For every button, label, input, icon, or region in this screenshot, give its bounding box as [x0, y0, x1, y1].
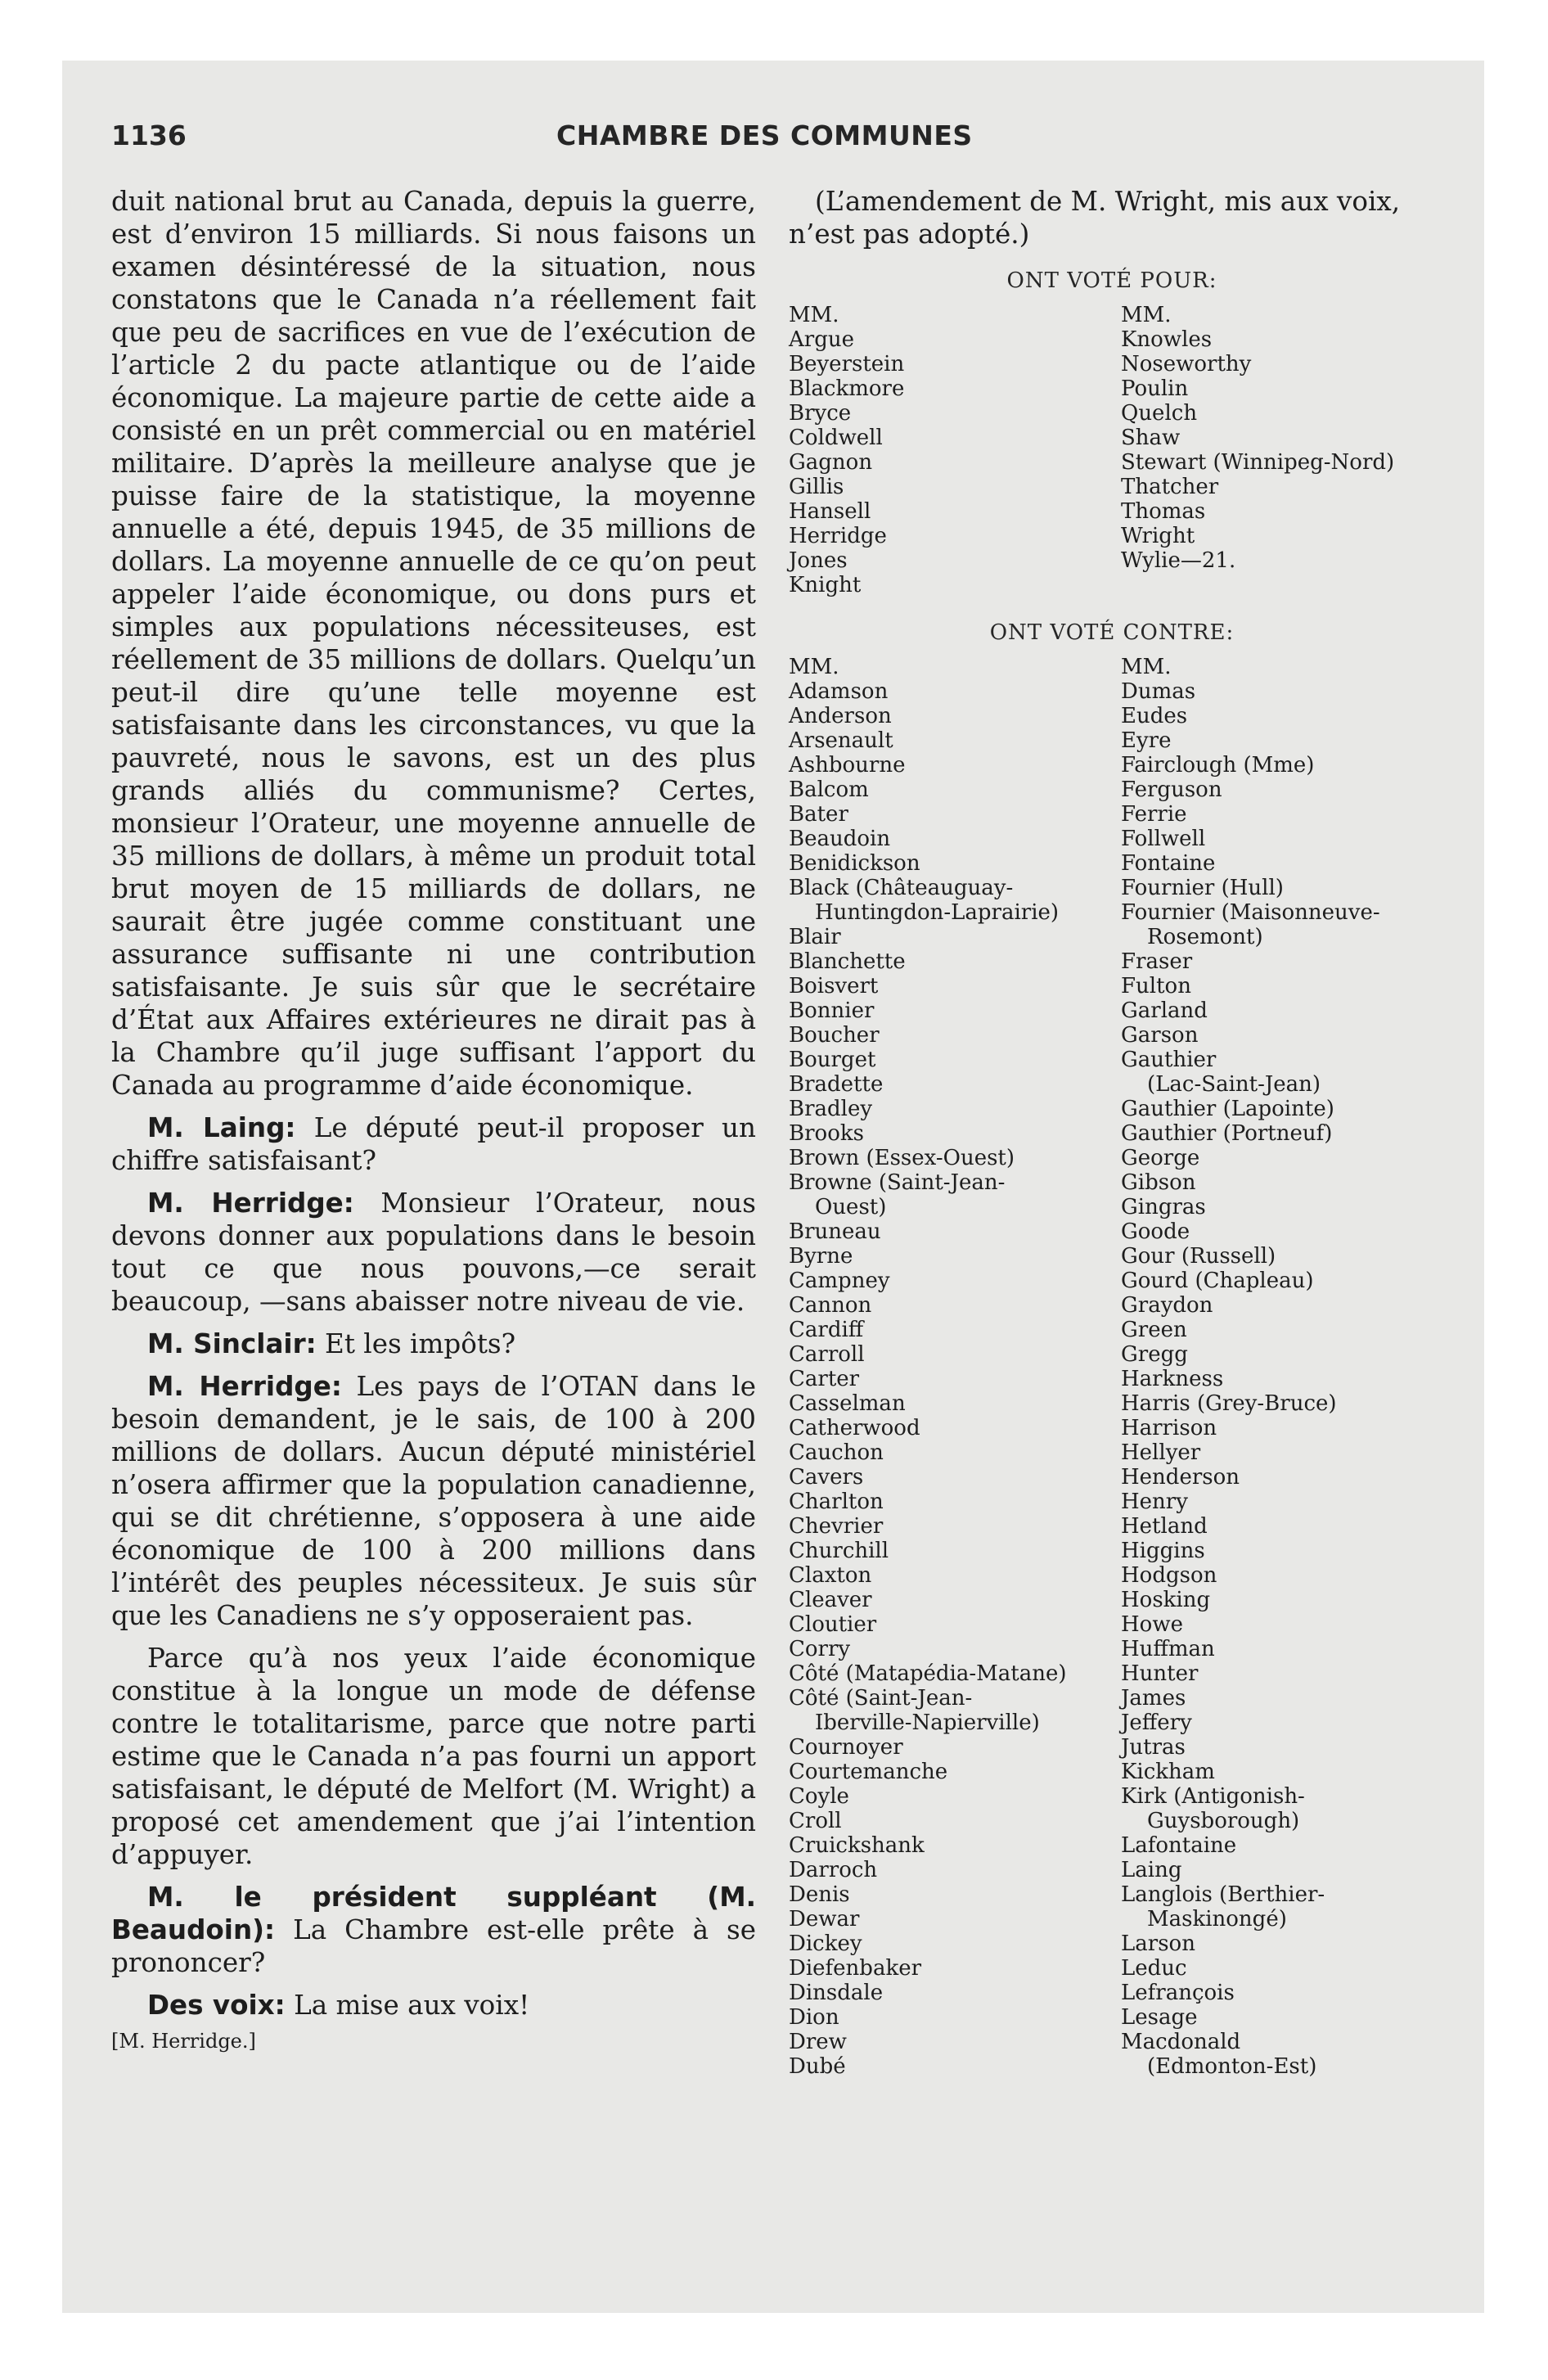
member-name: Shaw: [1121, 426, 1181, 450]
paragraph: [111, 1370, 756, 1632]
member-name: Dinsdale: [789, 1981, 884, 2005]
member-name: Cloutier: [789, 1612, 877, 1637]
member-name: Quelch: [1121, 401, 1198, 426]
member-name: Cavers: [789, 1465, 864, 1490]
member-name: Catherwood: [789, 1416, 920, 1440]
member-name: Adamson: [789, 679, 889, 704]
member-name: Hunter: [1121, 1661, 1199, 1686]
member-name: Coyle: [789, 1784, 849, 1809]
member-name: Boucher: [789, 1023, 880, 1048]
member-name: Blair: [789, 925, 841, 949]
paragraph: [111, 1111, 756, 1177]
paragraph: [111, 185, 756, 1102]
list-header: MM.: [789, 303, 839, 327]
member-name: Bradley: [789, 1097, 873, 1121]
member-name: Larson: [1121, 1931, 1195, 1956]
member-name: Hansell: [789, 499, 871, 524]
member-name: Beaudoin: [789, 827, 891, 851]
member-name: Benidickson: [789, 851, 920, 876]
member-name: Cournoyer: [789, 1735, 903, 1760]
member-name: Dewar: [789, 1907, 860, 1931]
member-name: Ouest): [815, 1195, 887, 1219]
member-name: Darroch: [789, 1858, 878, 1882]
member-name: Arsenault: [789, 728, 893, 753]
member-name: Hetland: [1121, 1514, 1208, 1539]
member-name: Hellyer: [1121, 1440, 1201, 1465]
vote-pour-col-2: [1121, 303, 1435, 597]
speaker-name: M. Herridge:: [147, 1371, 342, 1402]
member-name: Jones: [789, 548, 848, 573]
member-name: (Lac-Saint-Jean): [1147, 1072, 1321, 1097]
member-name: Côté (Matapédia-Matane): [789, 1661, 1067, 1686]
member-name: Lefrançois: [1121, 1981, 1235, 2005]
list-header: MM.: [1121, 655, 1172, 679]
paragraph-text: Monsieur l’Orateur, nous devons donner aux populations dans le besoin tout ce que nous pouvons,—ce serait beaucoup, —sans abaisser notre niveau de vie.: [111, 1188, 757, 1317]
member-name: Fairclough (Mme): [1121, 753, 1315, 778]
member-name: Dickey: [789, 1931, 862, 1956]
member-name: Eyre: [1121, 728, 1172, 753]
list-header: MM.: [789, 655, 839, 679]
member-name: Gingras: [1121, 1195, 1206, 1219]
vote-contre-col-1: [789, 655, 1121, 2079]
member-name: Knowles: [1121, 327, 1213, 352]
member-name: Cannon: [789, 1293, 872, 1318]
member-name: Boisvert: [789, 974, 879, 998]
member-name: Knight: [789, 573, 862, 597]
member-name: Blanchette: [789, 949, 906, 974]
member-name: Brooks: [789, 1121, 864, 1146]
member-name: Kickham: [1121, 1760, 1215, 1784]
member-name: Browne (Saint-Jean-: [789, 1170, 1006, 1195]
member-name: Casselman: [789, 1391, 906, 1416]
member-name: Green: [1121, 1318, 1187, 1342]
member-name: Dion: [789, 2005, 839, 2030]
member-name: Herridge: [789, 524, 887, 548]
member-name: Cardiff: [789, 1318, 864, 1342]
member-name: Corry: [789, 1637, 851, 1661]
vote-contre-col-2: [1121, 655, 1435, 2079]
member-name: Claxton: [789, 1563, 872, 1588]
member-name: Harrison: [1121, 1416, 1217, 1440]
member-name: Goode: [1121, 1219, 1190, 1244]
member-name: Thatcher: [1121, 475, 1219, 499]
speaker-name: Des voix:: [147, 1990, 286, 2021]
vote-pour-col-1: [789, 303, 1121, 597]
member-name: Huffman: [1121, 1637, 1215, 1661]
paragraph-text: La Chambre est-elle prête à se prononcer?: [111, 1914, 757, 1978]
motion-result: (L’amendement de M. Wright, mis aux voix, n’est pas adopté.): [789, 186, 1401, 250]
member-name: Courtemanche: [789, 1760, 948, 1784]
member-name: Laing: [1121, 1858, 1182, 1882]
paragraph-text: Et les impôts?: [325, 1328, 516, 1359]
member-name: Cauchon: [789, 1440, 884, 1465]
member-name: Jeffery: [1121, 1711, 1192, 1735]
member-name: Wylie—21.: [1121, 548, 1236, 573]
member-name: Wright: [1121, 524, 1195, 548]
member-name: Gour (Russell): [1121, 1244, 1276, 1269]
speaker-name: M. Sinclair:: [147, 1328, 317, 1359]
member-name: Stewart (Winnipeg-Nord): [1121, 450, 1395, 475]
member-name: Beyerstein: [789, 352, 905, 376]
member-name: Thomas: [1121, 499, 1206, 524]
member-name: Campney: [789, 1269, 890, 1293]
paragraph-text: Parce qu’à nos yeux l’aide économique constitue à la longue un mode de défense contre le totalitarisme, parce que notre parti estime que le Canada n’a pas fourni un apport satisfaisant, le député de Melfort (M. Wright) a proposé cet amendement que j’ai l’intention d’appuyer.: [111, 1643, 756, 1870]
member-name: Charlton: [789, 1490, 884, 1514]
member-name: Bater: [789, 802, 848, 827]
member-name: Fontaine: [1121, 851, 1216, 876]
member-name: Ferguson: [1121, 778, 1222, 802]
vote-pour-list: [789, 303, 1435, 597]
member-name: Drew: [789, 2030, 847, 2054]
member-name: Argue: [789, 327, 854, 352]
member-name: Dubé: [789, 2054, 846, 2079]
member-name: Eudes: [1121, 704, 1188, 728]
paragraph: [111, 1187, 756, 1318]
member-name: Howe: [1121, 1612, 1183, 1637]
member-name: Hosking: [1121, 1588, 1211, 1612]
member-name: Harkness: [1121, 1367, 1224, 1391]
member-name: Langlois (Berthier-: [1121, 1882, 1325, 1907]
paragraph-text: Les pays de l’OTAN dans le besoin demandent, je le sais, de 100 à 200 millions de dollars. Aucun député ministériel n’osera affirmer que la population canadienne, qui se dit chrétienne, s’opposera à une aide économique de 100 à 200 millions dans l’intérêt des peuples nécessiteux. Je suis sûr que les Canadiens ne s’y opposeraient pas.: [111, 1371, 756, 1631]
member-name: Diefenbaker: [789, 1956, 922, 1981]
member-name: Rosemont): [1147, 925, 1263, 949]
list-header: MM.: [1121, 303, 1172, 327]
member-name: Gregg: [1121, 1342, 1188, 1367]
member-name: Gibson: [1121, 1170, 1196, 1195]
member-name: Garson: [1121, 1023, 1199, 1048]
member-name: Hodgson: [1121, 1563, 1217, 1588]
member-name: Harris (Grey-Bruce): [1121, 1391, 1337, 1416]
member-name: Carter: [789, 1367, 860, 1391]
member-name: Blackmore: [789, 376, 905, 401]
member-name: Ferrie: [1121, 802, 1187, 827]
paragraph-text: Le député peut-il proposer un chiffre satisfaisant?: [111, 1112, 756, 1176]
member-name: Lesage: [1121, 2005, 1198, 2030]
member-name: Cruickshank: [789, 1833, 925, 1858]
member-name: Huntingdon-Laprairie): [815, 900, 1060, 925]
member-name: Ashbourne: [789, 753, 906, 778]
member-name: Coldwell: [789, 426, 883, 450]
member-name: Fraser: [1121, 949, 1193, 974]
member-name: Byrne: [789, 1244, 853, 1269]
member-name: Henry: [1121, 1490, 1188, 1514]
speaker-name: M. le président suppléant (M. Beaudoin):: [111, 1882, 756, 1945]
member-name: Fulton: [1121, 974, 1191, 998]
member-name: Black (Châteauguay-: [789, 876, 1014, 900]
debate-text-column: [111, 185, 756, 2058]
paragraph: [111, 1881, 756, 1979]
member-name: Chevrier: [789, 1514, 884, 1539]
member-name: Gauthier (Lapointe): [1121, 1097, 1334, 1121]
member-name: Bryce: [789, 401, 852, 426]
member-name: Macdonald: [1121, 2030, 1241, 2054]
member-name: Garland: [1121, 998, 1208, 1023]
page-number: 1136: [111, 119, 187, 151]
vote-column: [789, 185, 1435, 2079]
member-name: Follwell: [1121, 827, 1206, 851]
paragraph-text: duit national brut au Canada, depuis la guerre, est d’environ 15 milliards. Si nous faisons un examen désintéressé de la situation, nous constatons que le Canada n’a réellement fait que peu de sacrifices en vue de l’exécution de l’article 2 du pacte atlantique ou de l’aide économique. La majeure partie de cette aide a consisté en un prêt commercial ou en matériel militaire. D’après la meilleure analyse que je puisse faire de la statistique, la moyenne annuelle a été, depuis 1945, de 35 millions de dollars. La moyenne annuelle de ce qu’on peut appeler l’aide économique, ou dons purs et simples aux populations nécessiteuses, est réellement de 35 millions de dollars. Quelqu’un peut-il dire qu’une telle moyenne est satisfaisante dans les circonstances, vu que la pauvreté, nous le savons, est un des plus grands alliés du communisme? Certes, monsieur l’Orateur, une moyenne annuelle de 35 millions de dollars, à même un produit total brut moyen de 15 milliards de dollars, ne saurait être jugée comme constituant une assurance suffisante ni une contribution satisfaisante. Je suis sûr que le secrétaire d’État aux Affaires extérieures ne dirait pas à la Chambre qu’il juge suffisant l’apport du Canada au programme d’aide économique.: [111, 186, 756, 1101]
member-name: Fournier (Hull): [1121, 876, 1284, 900]
vote-contre-heading: ONT VOTÉ CONTRE:: [989, 620, 1235, 645]
member-name: Denis: [789, 1882, 850, 1907]
running-head: CHAMBRE DES COMMUNES: [556, 119, 973, 151]
member-name: Poulin: [1121, 376, 1189, 401]
member-name: Balcom: [789, 778, 869, 802]
member-name: Gillis: [789, 475, 844, 499]
member-name: Gauthier: [1121, 1048, 1217, 1072]
member-name: Dumas: [1121, 679, 1196, 704]
member-name: Churchill: [789, 1539, 889, 1563]
member-name: Graydon: [1121, 1293, 1213, 1318]
member-name: (Edmonton-Est): [1147, 2054, 1317, 2079]
member-name: Lafontaine: [1121, 1833, 1237, 1858]
member-name: Gourd (Chapleau): [1121, 1269, 1314, 1293]
speaker-name: M. Herridge:: [147, 1188, 354, 1219]
speaker-tag: [M. Herridge.]: [111, 2030, 256, 2053]
member-name: Bradette: [789, 1072, 884, 1097]
member-name: Gauthier (Portneuf): [1121, 1121, 1333, 1146]
member-name: Brown (Essex-Ouest): [789, 1146, 1015, 1170]
member-name: Gagnon: [789, 450, 873, 475]
member-name: Leduc: [1121, 1956, 1187, 1981]
member-name: Iberville-Napierville): [815, 1711, 1040, 1735]
member-name: Jutras: [1121, 1735, 1186, 1760]
member-name: Croll: [789, 1809, 842, 1833]
member-name: Higgins: [1121, 1539, 1205, 1563]
member-name: Cleaver: [789, 1588, 872, 1612]
member-name: Bruneau: [789, 1219, 881, 1244]
paragraph: [111, 1642, 756, 1871]
member-name: Fournier (Maisonneuve-: [1121, 900, 1380, 925]
member-name: Noseworthy: [1121, 352, 1252, 376]
vote-pour-heading: ONT VOTÉ POUR:: [1006, 268, 1217, 293]
paragraph-text: La mise aux voix!: [294, 1990, 530, 2021]
member-name: Henderson: [1121, 1465, 1240, 1490]
member-name: Anderson: [789, 704, 892, 728]
member-name: James: [1121, 1686, 1186, 1711]
member-name: Côté (Saint-Jean-: [789, 1686, 973, 1711]
member-name: Carroll: [789, 1342, 865, 1367]
member-name: Maskinongé): [1147, 1907, 1287, 1931]
member-name: George: [1121, 1146, 1200, 1170]
member-name: Guysborough): [1147, 1809, 1300, 1833]
member-name: Bourget: [789, 1048, 876, 1072]
member-name: Kirk (Antigonish-: [1121, 1784, 1305, 1809]
vote-contre-list: [789, 655, 1435, 2079]
speaker-name: M. Laing:: [147, 1112, 296, 1143]
member-name: Bonnier: [789, 998, 875, 1023]
paragraph: [111, 1989, 756, 2022]
paragraph: [111, 1327, 756, 1360]
